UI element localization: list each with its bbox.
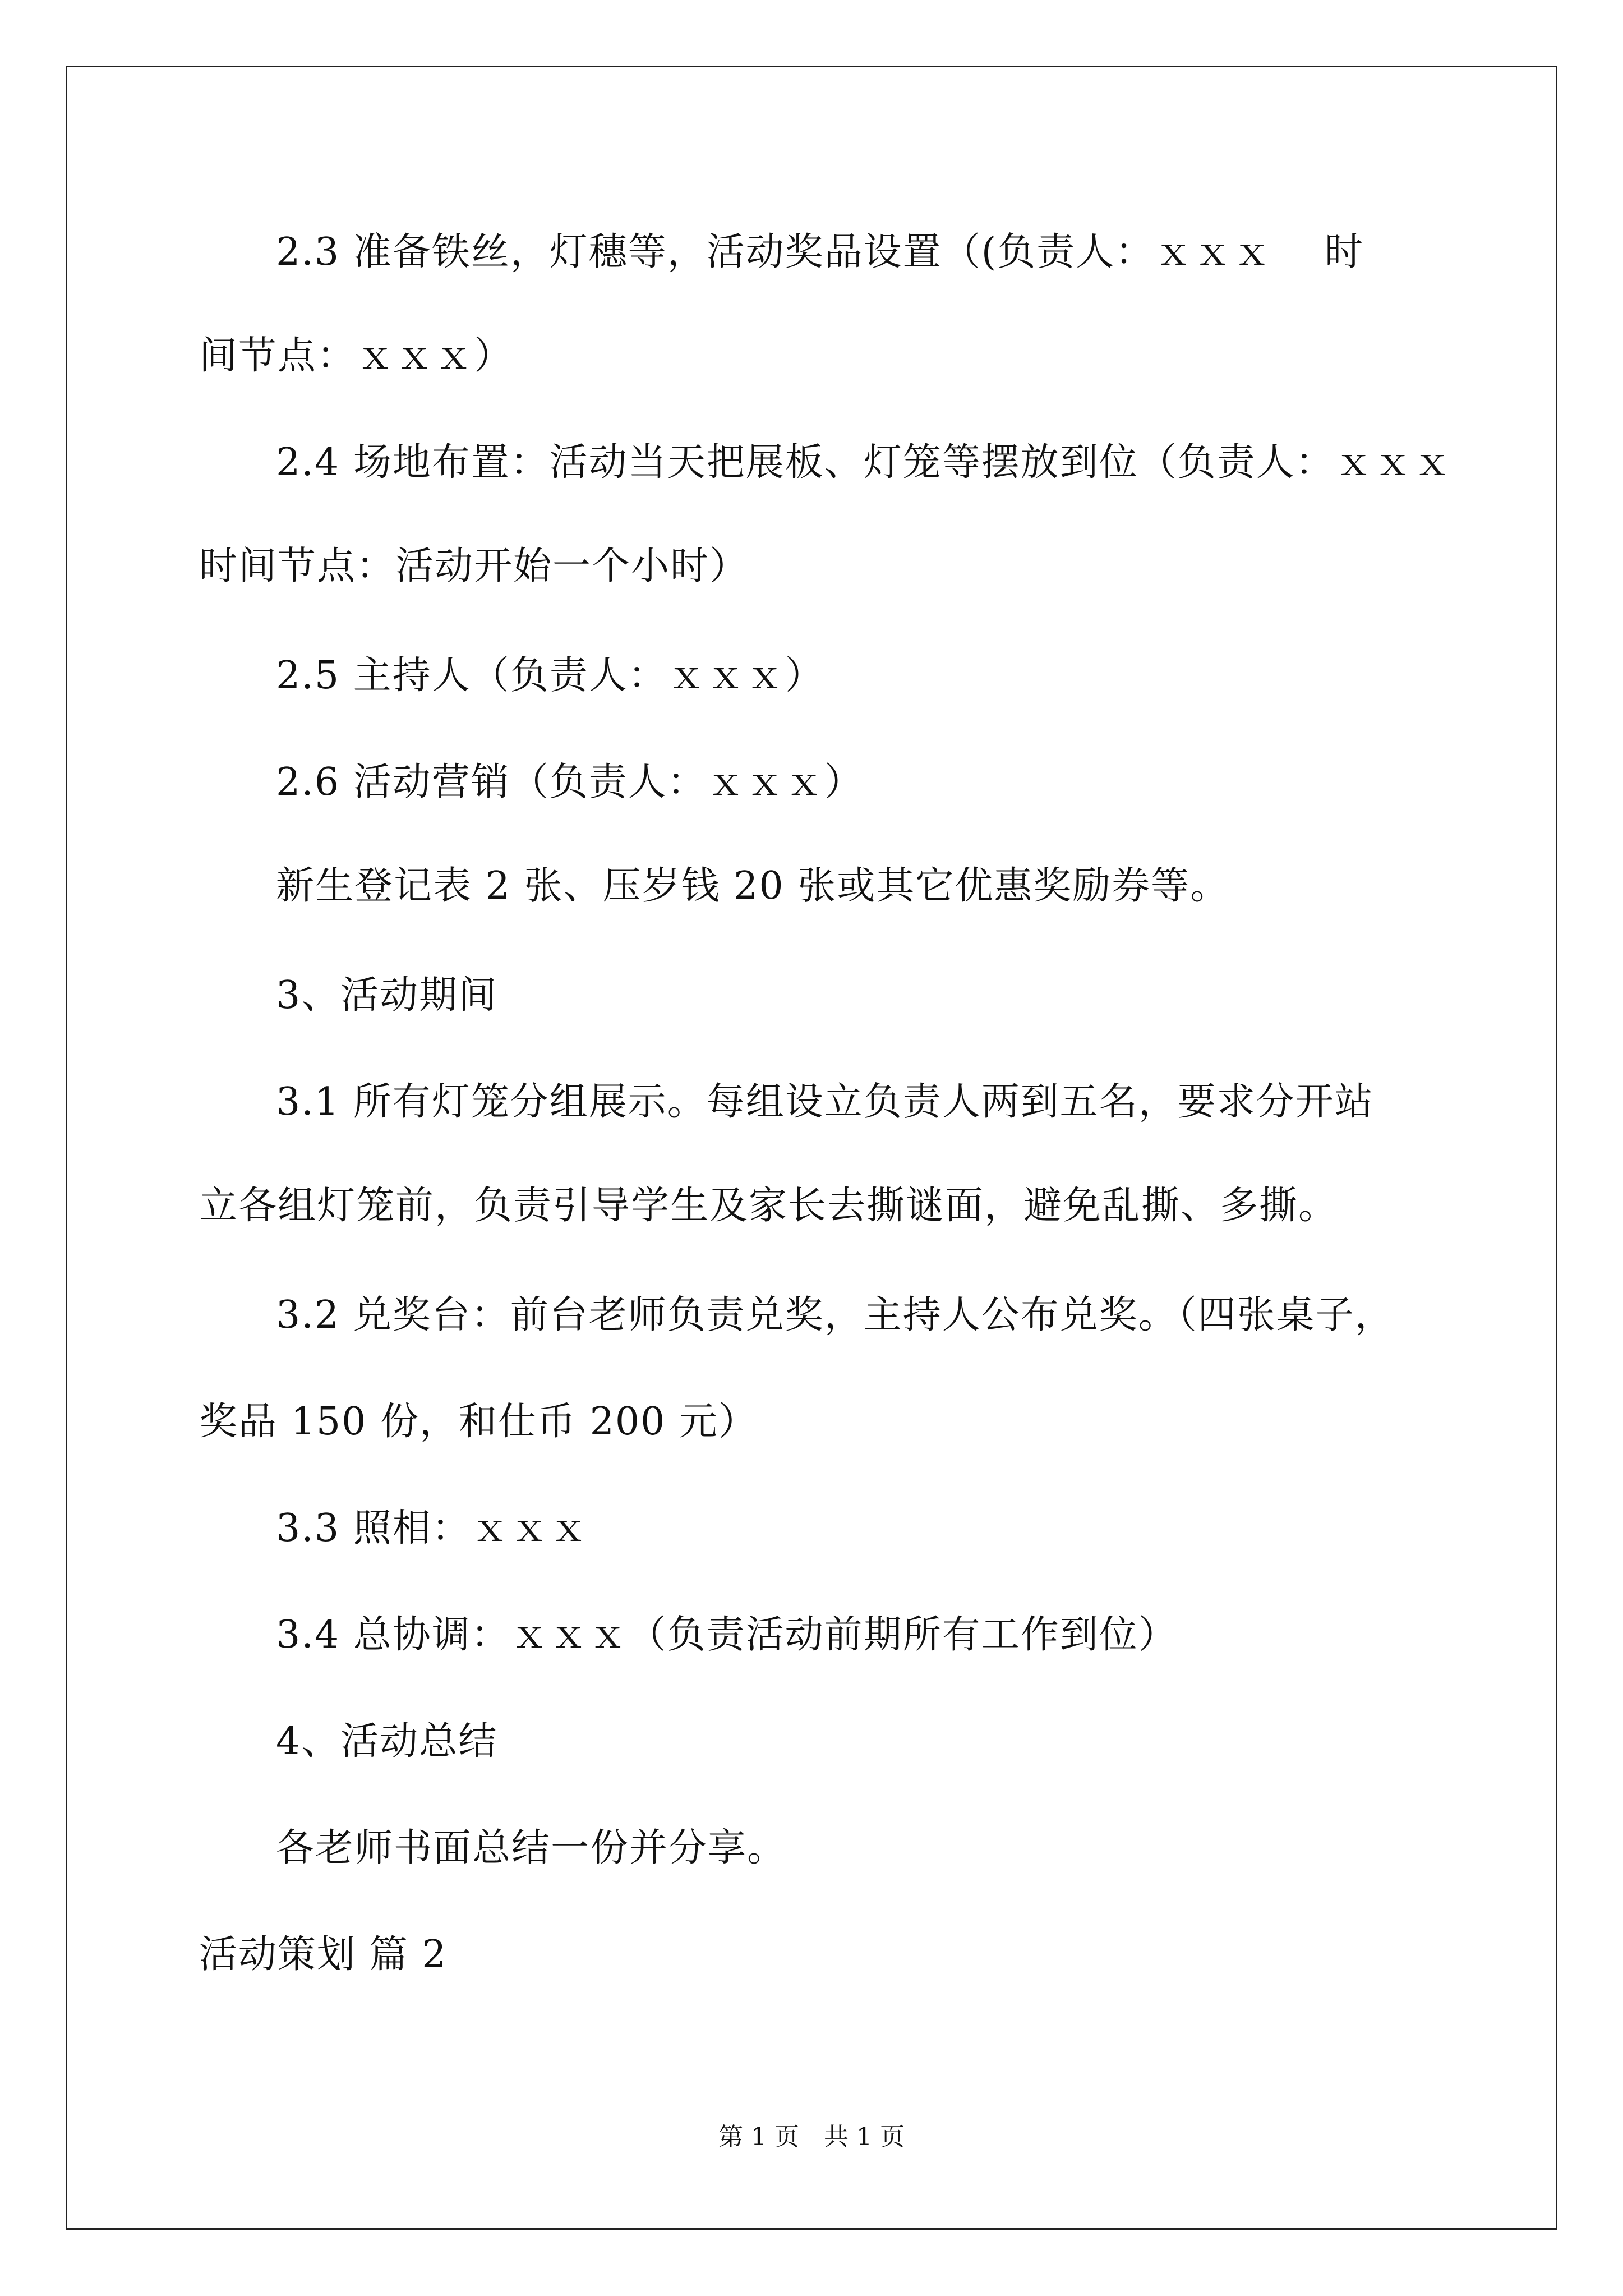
text-line: 奖品 150 份，和仕币 200 元） (199, 1400, 758, 1444)
section-heading: 4、活动总结 (276, 1719, 498, 1764)
section-heading: 3、活动期间 (276, 973, 498, 1018)
text-line: 3.1 所有灯笼分组展示。每组设立负责人两到五名，要求分开站 (276, 1080, 1374, 1124)
text-line: 2.3 准备铁丝，灯穗等，活动奖品设置（(负责人：ｘｘｘ 时 (276, 230, 1364, 274)
section-title: 活动策划 篇 2 (199, 1932, 448, 1977)
text-line: 2.4 场地布置：活动当天把展板、灯笼等摆放到位（负责人：ｘｘｘ (276, 440, 1453, 485)
text-line: 2.6 活动营销（负责人：ｘｘｘ） (276, 760, 864, 804)
text-line: 3.2 兑奖台：前台老师负责兑奖，主持人公布兑奖。（四张桌子， (276, 1293, 1394, 1337)
text-line: 立各组灯笼前，负责引导学生及家长去撕谜面，避免乱撕、多撕。 (199, 1184, 1338, 1228)
text-line: 3.4 总协调：ｘｘｘ（负责活动前期所有工作到位） (276, 1613, 1178, 1657)
text-line: 各老师书面总结一份并分享。 (276, 1826, 787, 1870)
text-line: 时间节点：活动开始一个小时） (199, 544, 749, 588)
page-border (66, 66, 1557, 2230)
page-footer: 第 1 页 共 1 页 (718, 2123, 905, 2151)
text-line: 3.3 照相：ｘｘｘ (276, 1506, 589, 1550)
text-line: 新生登记表 2 张、压岁钱 20 张或其它优惠奖励券等。 (276, 864, 1230, 908)
text-line: 间节点：ｘｘｘ） (199, 334, 514, 378)
text-line: 2.5 主持人（负责人：ｘｘｘ） (276, 654, 824, 698)
